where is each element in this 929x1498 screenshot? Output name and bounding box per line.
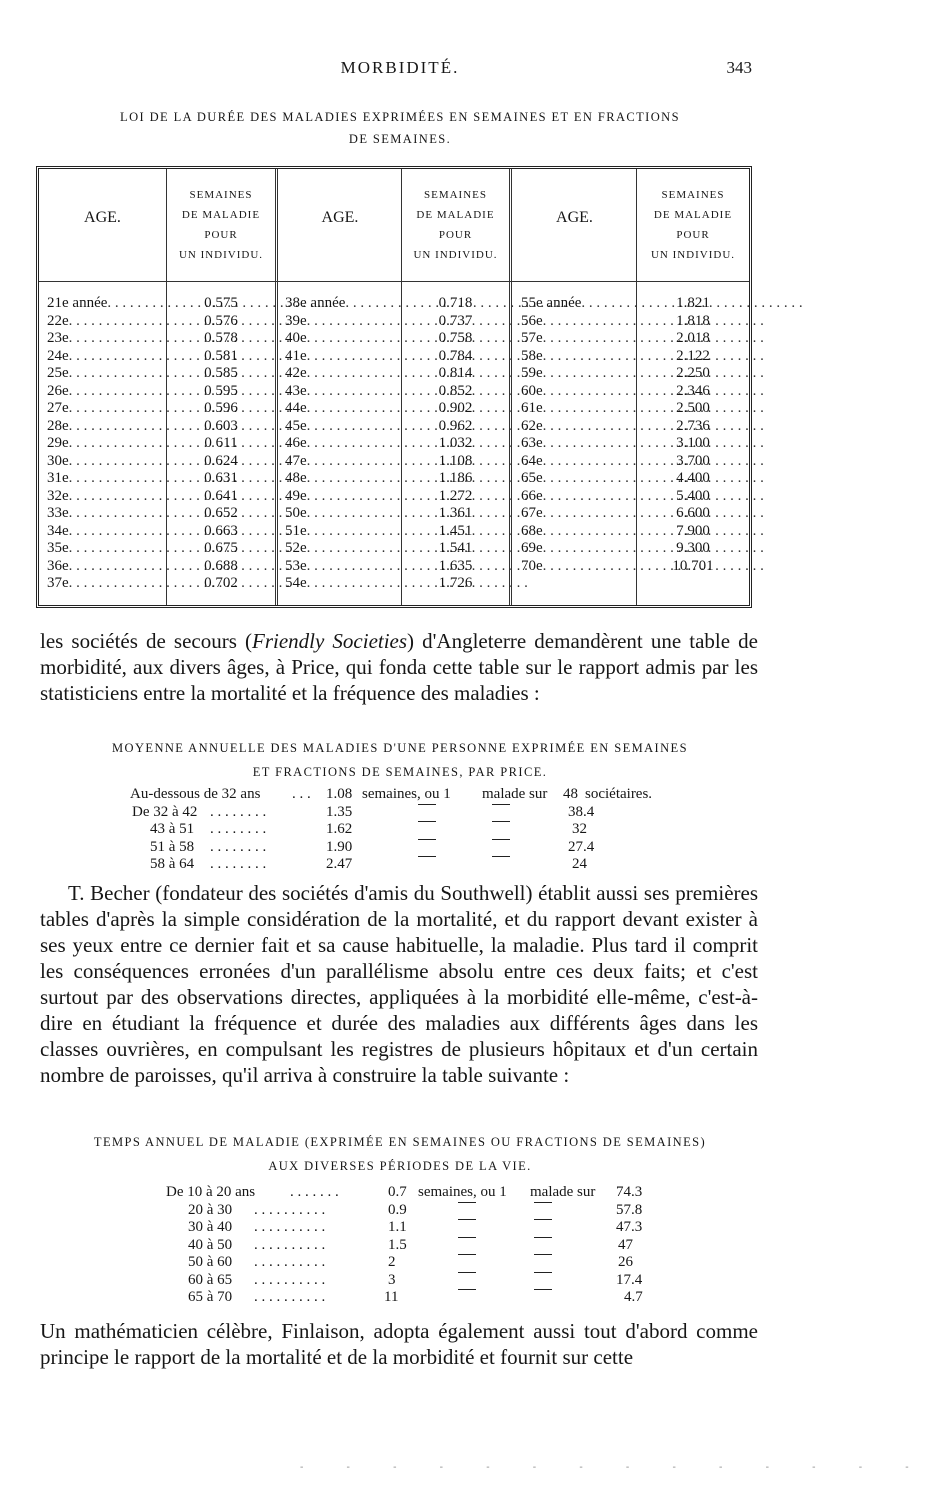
ratio-value: 48 bbox=[563, 786, 578, 802]
footer-rule: - - - - - - - - - - - - - - bbox=[300, 1462, 929, 1473]
ratio-value: 47.3 bbox=[616, 1219, 643, 1235]
age-label: 27e bbox=[47, 400, 69, 416]
weeks-value: 2.47 bbox=[326, 856, 353, 872]
weeks-value-list bbox=[402, 295, 509, 593]
row-label: 40 à 50 bbox=[188, 1236, 233, 1253]
row-label: De 10 à 20 ans bbox=[166, 1184, 256, 1200]
paragraph-finlaison: Un mathématicien célèbre, Finlaison, adopta également aussi tout d'abord comme principe le rapport de la mortalité et de la morbidité et fournit sur cette bbox=[40, 1319, 758, 1369]
age-label: 22e bbox=[47, 312, 69, 329]
weeks-value: 0.7 bbox=[388, 1184, 407, 1200]
weeks-value: 0.9 bbox=[388, 1201, 407, 1218]
weeks-value: 0 595 bbox=[204, 382, 238, 399]
weeks-value: 1.541 bbox=[438, 540, 473, 556]
paragraph-text: les sociétés de secours ( bbox=[40, 629, 252, 653]
age-label: 69e bbox=[521, 540, 543, 556]
age-label: 46e bbox=[285, 435, 307, 451]
weeks-value: 3 bbox=[388, 1271, 396, 1288]
becher-table bbox=[166, 1184, 666, 1310]
table-row: 65 à 70 . . . . . . . . . . 11 4.7 bbox=[188, 1289, 643, 1305]
ratio-value: 57.8 bbox=[616, 1201, 643, 1218]
weeks-value: 0.576 bbox=[204, 312, 238, 329]
weeks-value: 4.400 bbox=[676, 470, 710, 486]
age-list bbox=[47, 295, 161, 593]
weeks-value: 2.122 bbox=[676, 347, 710, 364]
age-label: 34e bbox=[47, 522, 69, 539]
table-row: 30 à 40 . . . . . . . . . . 1.1 47.3 bbox=[188, 1219, 643, 1235]
age-label: 43e bbox=[285, 382, 307, 399]
weeks-value: 3.100 bbox=[676, 435, 710, 451]
weeks-value-list bbox=[637, 295, 749, 575]
age-label: 32e bbox=[47, 487, 69, 504]
age-label: 24e bbox=[47, 347, 69, 364]
weeks-value: 1.635 bbox=[438, 557, 473, 574]
ratio-value: 26 bbox=[618, 1254, 633, 1270]
row-label: De 32 à 42 bbox=[132, 803, 198, 820]
weeks-value: 0 611 bbox=[204, 435, 238, 451]
weeks-value: 1.186 bbox=[438, 470, 473, 486]
weeks-value: 0.814 bbox=[438, 365, 473, 381]
age-label: 31e bbox=[47, 470, 69, 486]
paragraph-becher: T. Becher (fondateur des sociétés d'amis du Southwell) établit aussi ses premières tables d'après la simple considération de la mortalité, et du rapport devant exister à ses yeux entre ce dernier fait et sa cause habituelle, la maladie. Plus tard il comprit les conséquences erronées d'un parallélisme absolu entre ces deux faits; et c'est surtout par des observations directes, appliquées à la morbidité elle-même, c'est-à-dire en étudiant la fréquence et durée des maladies aux différents âges dans les classes ouvrières, en compulsant les registres de plusieurs hôpitaux et d'un certain nombre de paroisses, qu'il arriva à construire la table suivante : bbox=[40, 881, 758, 1087]
weeks-value: 1.361 bbox=[438, 505, 473, 521]
weeks-header-line: POUR bbox=[676, 229, 710, 241]
table-row: 43 à 51 . . . . . . . . 1.62 32 bbox=[150, 821, 587, 837]
weeks-value: 0.575 bbox=[204, 295, 238, 311]
age-label: 56e bbox=[521, 312, 543, 329]
weeks-header-line: UN INDIVIDU. bbox=[178, 249, 264, 261]
weeks-value: 0.596 bbox=[204, 400, 238, 416]
age-label: 61e bbox=[521, 400, 543, 416]
weeks-value: 2.346 bbox=[676, 382, 710, 399]
weeks-value: 1.818 bbox=[676, 312, 710, 329]
weeks-value: 1.35 bbox=[326, 803, 353, 820]
row-label: Au-dessous de 32 ans bbox=[130, 786, 261, 802]
weeks-value: 0.902 bbox=[438, 400, 473, 416]
weeks-value: 0.718 bbox=[438, 295, 473, 311]
table-row: 58 à 64 . . . . . . . . 2.47 24 bbox=[150, 856, 587, 872]
weeks-value: 2.500 bbox=[676, 400, 710, 416]
age-label: 58e bbox=[521, 347, 543, 364]
weeks-value-list bbox=[167, 295, 275, 593]
paragraph-text: ) d'Angleterre demandèrent une table de morbidité, aux divers âges, à Price, qui fonda cette table sur le rapport admis par les statisticiens entre la mortalité et la fréquence des maladies : bbox=[40, 629, 758, 705]
age-label: 48e bbox=[285, 470, 307, 486]
age-label: 28e bbox=[47, 417, 69, 434]
table-row: De 10 à 20 ans . . . . . . . 0.7 semaines, ou 1 malade sur 74.3 bbox=[166, 1184, 643, 1200]
weeks-value: 0.784 bbox=[438, 347, 473, 364]
unit-members: sociétaires. bbox=[585, 786, 653, 802]
unit-sick: malade sur bbox=[530, 1184, 596, 1200]
table2-caption-line2: ET FRACTIONS DE SEMAINES, PAR PRICE. bbox=[252, 765, 548, 779]
table1-caption-line1: LOI DE LA DURÉE DES MALADIES EXPRIMÉES EN SEMAINES ET EN FRACTIONS bbox=[120, 110, 680, 124]
weeks-value: 1.451 bbox=[438, 522, 473, 539]
age-label: 40e bbox=[285, 330, 307, 346]
weeks-value: 0.631 bbox=[204, 470, 238, 486]
weeks-value: 1.1 bbox=[388, 1219, 407, 1235]
weeks-value: 1.62 bbox=[326, 821, 353, 837]
weeks-value: 1.08 bbox=[326, 786, 353, 802]
row-label: 65 à 70 bbox=[188, 1289, 233, 1305]
weeks-value: 0.675 bbox=[204, 540, 238, 556]
weeks-value: 1.821 bbox=[676, 295, 710, 311]
weeks-value: 1.90 bbox=[326, 838, 353, 855]
weeks-value: 5.400 bbox=[676, 487, 710, 504]
ratio-value: 17.4 bbox=[616, 1271, 643, 1288]
weeks-value: 1.272 bbox=[438, 487, 473, 504]
weeks-value: 0.702 bbox=[204, 575, 238, 591]
age-label: 49e bbox=[285, 487, 307, 504]
weeks-value: 1.032 bbox=[438, 435, 473, 451]
ratio-value: 27.4 bbox=[568, 838, 595, 855]
age-label: 57e bbox=[521, 330, 543, 346]
age-label: 44e bbox=[285, 400, 307, 416]
age-label: 29e bbox=[47, 435, 69, 451]
weeks-value: 0.603 bbox=[204, 417, 238, 434]
weeks-value: 6.600 bbox=[676, 505, 710, 521]
row-label: 50 à 60 bbox=[188, 1254, 233, 1270]
weeks-header-line: UN INDIVIDU. bbox=[413, 249, 498, 261]
weeks-value: 0.737 bbox=[438, 312, 473, 329]
table-row: 40 à 50 . . . . . . . . . . 1.5 47 bbox=[188, 1236, 633, 1253]
table-row: De 32 à 42 . . . . . . . . 1.35 38.4 bbox=[132, 803, 595, 820]
weeks-value: 0.663 bbox=[204, 522, 238, 539]
age-label: 63e bbox=[521, 435, 543, 451]
age-label: 38e année bbox=[285, 295, 346, 311]
weeks-value: 0.585 bbox=[204, 365, 238, 381]
age-label: 30e bbox=[47, 452, 69, 469]
row-label: 43 à 51 bbox=[150, 821, 195, 837]
weeks-column-header bbox=[167, 185, 275, 265]
morbidity-duration-table bbox=[36, 166, 752, 608]
row-label: 20 à 30 bbox=[188, 1201, 233, 1218]
age-label: 39e bbox=[285, 312, 307, 329]
ratio-value: 47 bbox=[618, 1236, 633, 1253]
weeks-column-header bbox=[402, 185, 509, 265]
age-column-header: AGE. bbox=[556, 209, 593, 226]
weeks-value: 0.578 bbox=[204, 330, 238, 346]
age-label: 45e bbox=[285, 417, 307, 434]
weeks-header-line: UN INDIVIDU. bbox=[650, 249, 736, 261]
age-label: 51e bbox=[285, 522, 307, 539]
row-label: 60 à 65 bbox=[188, 1271, 233, 1288]
table2-caption-line1: MOYENNE ANNUELLE DES MALADIES D'UNE PERSONNE EXPRIMÉE EN SEMAINES bbox=[112, 741, 688, 755]
age-list bbox=[521, 295, 633, 575]
table2-caption bbox=[60, 736, 740, 784]
weeks-value: 10.701 bbox=[672, 557, 714, 574]
weeks-header-line: DE MALADIE bbox=[181, 209, 261, 221]
weeks-value: 3.700 bbox=[676, 452, 710, 469]
unit-weeks: semaines, ou 1 bbox=[418, 1184, 507, 1200]
table3-caption-line1: TEMPS ANNUEL DE MALADIE (EXPRIMÉE EN SEMAINES OU FRACTIONS DE SEMAINES) bbox=[93, 1135, 707, 1149]
age-label: 50e bbox=[285, 505, 307, 521]
table1-header-rule bbox=[39, 281, 749, 282]
chapter-title: MORBIDITÉ. bbox=[340, 58, 460, 77]
weeks-value: 2.018 bbox=[676, 330, 710, 346]
age-column-header: AGE. bbox=[321, 209, 359, 226]
unit-sick: malade sur bbox=[482, 786, 548, 802]
weeks-value: 11 bbox=[384, 1289, 399, 1305]
running-head bbox=[0, 58, 800, 86]
weeks-value: 0.688 bbox=[204, 557, 238, 574]
weeks-value: 7.900 bbox=[676, 522, 710, 539]
weeks-header-line: SEMAINES bbox=[189, 189, 253, 201]
age-label: 66e bbox=[521, 487, 543, 504]
paragraph-friendly-societies bbox=[40, 628, 758, 706]
ratio-value: 38.4 bbox=[568, 803, 595, 820]
age-label: 54e bbox=[285, 575, 307, 591]
weeks-header-line: SEMAINES bbox=[423, 189, 487, 201]
unit-weeks: semaines, ou 1 bbox=[362, 786, 451, 802]
weeks-header-line: POUR bbox=[438, 229, 473, 241]
table1-caption-line2: DE SEMAINES. bbox=[348, 132, 452, 146]
weeks-value: 9.300 bbox=[676, 540, 710, 556]
age-label: 67e bbox=[521, 505, 543, 521]
row-label: 30 à 40 bbox=[188, 1219, 233, 1235]
age-label: 23e bbox=[47, 330, 69, 346]
age-label: 70e bbox=[521, 557, 543, 574]
table-row: Au-dessous de 32 ans . . . 1.08 semaines, ou 1 malade sur 48 sociétaires. bbox=[130, 786, 653, 802]
table3-caption bbox=[60, 1130, 740, 1178]
age-label: 68e bbox=[521, 522, 543, 539]
age-label: 62e bbox=[521, 417, 543, 434]
age-list bbox=[285, 295, 397, 593]
row-label: 51 à 58 bbox=[150, 838, 195, 855]
table-row: 51 à 58 . . . . . . . . 1.90 27.4 bbox=[150, 838, 595, 855]
age-label: 53e bbox=[285, 557, 307, 574]
ratio-value: 24 bbox=[572, 856, 587, 872]
weeks-value: 1.726 bbox=[438, 575, 473, 591]
table-row: 20 à 30 . . . . . . . . . . 0.9 57.8 bbox=[188, 1201, 643, 1218]
row-label: 58 à 64 bbox=[150, 856, 195, 872]
weeks-value: 0.852 bbox=[438, 382, 473, 399]
age-label: 36e bbox=[47, 557, 69, 574]
age-label: 55e année bbox=[521, 295, 582, 311]
weeks-value: 0.624 bbox=[204, 452, 238, 469]
age-label: 33e bbox=[47, 505, 69, 521]
weeks-value: 0.581 bbox=[204, 347, 238, 364]
weeks-value: 2.250 bbox=[676, 365, 710, 381]
table1-caption bbox=[80, 106, 720, 150]
weeks-header-line: SEMAINES bbox=[661, 189, 725, 201]
weeks-header-line: DE MALADIE bbox=[416, 209, 495, 221]
table-row: 60 à 65 . . . . . . . . . . 3 17.4 bbox=[188, 1271, 643, 1288]
age-label: 21e année bbox=[47, 295, 108, 311]
age-label: 52e bbox=[285, 540, 307, 556]
weeks-value: 1.108 bbox=[438, 452, 473, 469]
table3-caption-line2: AUX DIVERSES PÉRIODES DE LA VIE. bbox=[268, 1159, 532, 1173]
age-label: 42e bbox=[285, 365, 307, 381]
age-column-header: AGE. bbox=[84, 209, 121, 226]
weeks-column-header bbox=[637, 185, 749, 265]
weeks-header-line: POUR bbox=[204, 229, 238, 241]
age-label: 37e bbox=[47, 575, 69, 591]
weeks-value: 0.641 bbox=[204, 487, 238, 504]
age-label: 64e bbox=[521, 452, 543, 469]
ratio-value: 32 bbox=[572, 821, 587, 837]
age-label: 26e bbox=[47, 382, 69, 399]
table-row: 50 à 60 . . . . . . . . . . 2 26 bbox=[188, 1254, 633, 1270]
weeks-value: 0.652 bbox=[204, 505, 238, 521]
weeks-value: 2 bbox=[388, 1254, 396, 1270]
age-label: 47e bbox=[285, 452, 307, 469]
price-table bbox=[130, 786, 690, 876]
weeks-value: 1.5 bbox=[388, 1236, 407, 1253]
weeks-value: 0.962 bbox=[438, 417, 473, 434]
age-label: 25e bbox=[47, 365, 69, 381]
age-label: 60e bbox=[521, 382, 543, 399]
weeks-value: 2.736 bbox=[676, 417, 710, 434]
weeks-header-line: DE MALADIE bbox=[653, 209, 733, 221]
page-number: 343 bbox=[726, 58, 752, 77]
age-label: 65e bbox=[521, 470, 543, 486]
weeks-value: 0.758 bbox=[438, 330, 473, 346]
ratio-value: 74.3 bbox=[616, 1184, 643, 1200]
ratio-value: 4.7 bbox=[624, 1289, 643, 1305]
age-label: 41e bbox=[285, 347, 307, 364]
paragraph-italic-text: Friendly Societies bbox=[252, 629, 408, 653]
age-label: 35e bbox=[47, 540, 69, 556]
age-label: 59e bbox=[521, 365, 543, 381]
